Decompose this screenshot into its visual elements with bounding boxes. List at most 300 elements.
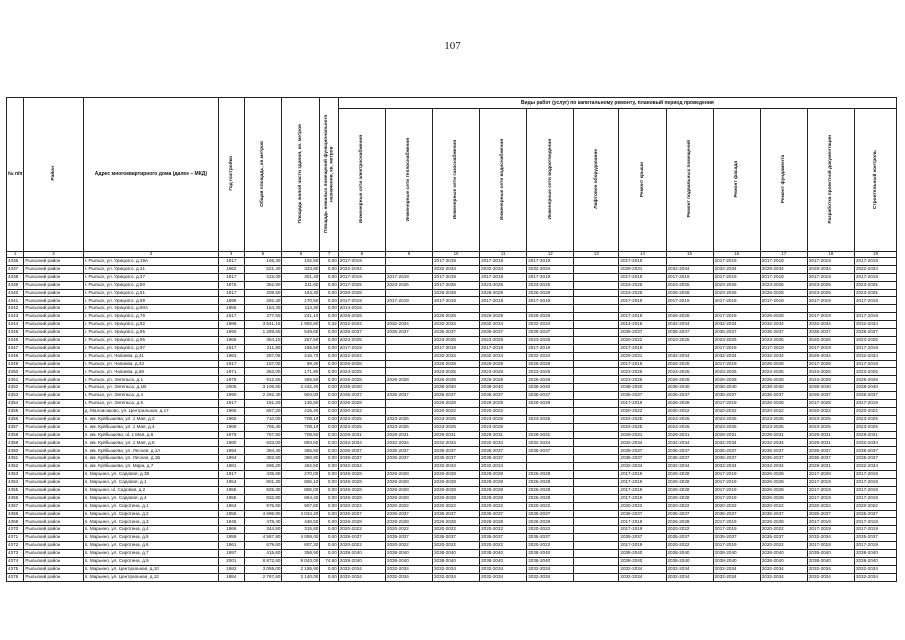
table-cell: 2026-2028 — [338, 400, 385, 408]
table-cell: 0,00 — [320, 510, 338, 518]
table-cell: 1961 — [218, 542, 244, 550]
table-cell: 4 587,80 — [244, 534, 282, 542]
table-cell: г. Рыльск, ул. Чапаева, д.41 — [83, 352, 218, 360]
table-cell: 2029-2031 — [480, 431, 527, 439]
table-row — [7, 542, 897, 550]
table-cell: 2032-2034 — [527, 321, 574, 329]
table-cell: 2023-2025 — [666, 336, 713, 344]
table-cell: 2023-2025 — [619, 376, 666, 384]
table-cell: 2035-2037 — [713, 534, 760, 542]
table-cell: 2032-2034 — [666, 352, 713, 360]
table-cell: 2038-2040 — [338, 557, 385, 565]
column-number: 19 — [854, 252, 896, 258]
table-cell: 2029-2034 — [760, 265, 807, 273]
table-cell: 2026-2028 — [433, 313, 480, 321]
table-cell: 2035-2037 — [480, 392, 527, 400]
column-number: 12 — [527, 252, 574, 258]
table-cell: 2026-2028 — [338, 518, 385, 526]
table-cell: 2020-2022 — [666, 526, 713, 534]
table-cell: 2038-2040 — [713, 557, 760, 565]
table-cell: 4366 — [7, 494, 24, 502]
table-cell: 2026-2028 — [338, 376, 385, 384]
table-cell: 2017-2019 — [760, 258, 807, 266]
table-cell — [574, 494, 619, 502]
table-cell — [807, 305, 854, 313]
table-cell: 2035-2037 — [338, 510, 385, 518]
table-cell: 74,60 — [320, 557, 338, 565]
table-cell: 2032-2034 — [619, 565, 666, 573]
column-number: 10 — [433, 252, 480, 258]
table-cell: 1917 — [218, 344, 244, 352]
table-cell: 2026-2028 — [666, 471, 713, 479]
table-cell: 2017-2019 — [619, 526, 666, 534]
table-cell: 2032-2034 — [338, 439, 385, 447]
table-cell: г. Рыльск, ул. Урицкого, д.41 — [83, 265, 218, 273]
table-cell: 2023-2025 — [854, 289, 896, 297]
header-total-area: Общая площадь, кв.метров — [244, 98, 282, 252]
table-cell: 0,00 — [320, 502, 338, 510]
table-cell: 2017-2019 — [619, 400, 666, 408]
table-cell: 2026-2028 — [480, 471, 527, 479]
table-cell — [666, 344, 713, 352]
table-cell: 2029-2031 — [807, 463, 854, 471]
table-cell: 2023-2025 — [619, 415, 666, 423]
table-cell: Рыльский район — [24, 281, 83, 289]
table-row — [7, 336, 897, 344]
table-cell: 181,20 — [244, 400, 282, 408]
table-cell: 2026-2028 — [338, 313, 385, 321]
table-cell: п. Марьино, ул. Сиротина, д.1 — [83, 502, 218, 510]
table-cell: 2035-2037 — [433, 534, 480, 542]
table-cell: 0,00 — [320, 297, 338, 305]
table-cell: 2023-2025 — [760, 336, 807, 344]
table-cell: 2032-2034 — [433, 573, 480, 581]
table-cell — [574, 455, 619, 463]
table-cell: 0,00 — [320, 265, 338, 273]
header-work-10: Ремонт фундамента — [760, 109, 807, 252]
table-cell: г. Рыльск, ул. Урицкого, д.60А — [83, 305, 218, 313]
table-row — [7, 423, 897, 431]
table-cell: 2020-2022 — [338, 502, 385, 510]
table-cell: Рыльский район — [24, 400, 83, 408]
table-cell: 2035-2037 — [713, 447, 760, 455]
table-cell — [385, 258, 432, 266]
table-cell: 2026-2028 — [385, 518, 432, 526]
table-cell: 2035-2037 — [760, 534, 807, 542]
table-cell — [385, 313, 432, 321]
table-cell: 2038-2040 — [433, 384, 480, 392]
table-cell: 2017-2019 — [713, 526, 760, 534]
table-cell: 0,00 — [320, 478, 338, 486]
table-cell: 358,90 — [282, 549, 320, 557]
table-cell: 2035-2037 — [760, 455, 807, 463]
table-cell: 2029-2031 — [807, 431, 854, 439]
table-cell: 2035-2037 — [527, 534, 574, 542]
table-cell: 2017-2019 — [807, 518, 854, 526]
table-cell: 1960 — [218, 415, 244, 423]
table-cell: п. Марьино, ул. Сиротина, д.4 — [83, 526, 218, 534]
table-cell: Рыльский район — [24, 305, 83, 313]
table-cell: 2035-2037 — [854, 329, 896, 337]
table-cell: д. Малоисаково, ул. Центральная, д.17 — [83, 407, 218, 415]
table-cell: 2005 — [218, 384, 244, 392]
table-cell: 2020-2022 — [433, 542, 480, 550]
table-cell: 912,50 — [244, 376, 282, 384]
header-district: Район — [24, 98, 83, 252]
table-cell: 2020-2022 — [807, 502, 854, 510]
table-cell: 1 992,80 — [282, 321, 320, 329]
table-cell: 2020-2022 — [527, 542, 574, 550]
header-work-11: Разработка проектной документации — [807, 109, 854, 252]
table-cell: 0,00 — [320, 542, 338, 550]
table-cell: 4345 — [7, 329, 24, 337]
table-cell: 2017-2019 — [854, 526, 896, 534]
table-cell: 708,50 — [282, 431, 320, 439]
table-cell: 2020-2022 — [480, 526, 527, 534]
table-cell: 2017-2025 — [433, 281, 480, 289]
table-cell: 865,10 — [282, 478, 320, 486]
table-cell: 2032-2034 — [619, 439, 666, 447]
table-cell: 415,40 — [282, 407, 320, 415]
table-cell: 2035-2037 — [666, 510, 713, 518]
table-cell: 2017-2019 — [527, 344, 574, 352]
table-cell — [527, 407, 574, 415]
table-cell — [574, 329, 619, 337]
table-cell: 2035-2037 — [760, 510, 807, 518]
table-cell: 2017-2019 — [854, 313, 896, 321]
table-cell: г. Рыльск, ул. Урицкого, д.51 — [83, 289, 218, 297]
table-cell — [760, 305, 807, 313]
table-cell: 4359 — [7, 439, 24, 447]
table-cell: 2032-2034 — [713, 565, 760, 573]
table-cell — [527, 423, 574, 431]
column-number: 2 — [24, 252, 83, 258]
column-number: 6 — [282, 252, 320, 258]
table-cell: 3 541,15 — [244, 321, 282, 329]
table-cell: 2017-2019 — [854, 542, 896, 550]
table-row — [7, 471, 897, 479]
column-number: 3 — [83, 252, 218, 258]
table-cell: Рыльский район — [24, 329, 83, 337]
table-cell: 2017-2019 — [480, 297, 527, 305]
table-cell: 2032-2034 — [760, 463, 807, 471]
table-cell: 2020-2022 — [433, 502, 480, 510]
table-cell: 2035-2037 — [480, 329, 527, 337]
table-cell: 2020-2022 — [619, 502, 666, 510]
table-cell: 350,90 — [282, 455, 320, 463]
table-cell: 2023-2025 — [480, 415, 527, 423]
table-cell: 2032-2034 — [854, 265, 896, 273]
table-cell: 216,70 — [282, 352, 320, 360]
table-cell: 2023-2025 — [619, 368, 666, 376]
table-cell — [574, 352, 619, 360]
header-work-8: Ремонт подвальных помещений — [666, 109, 713, 252]
table-cell: 208,50 — [244, 289, 282, 297]
table-cell: 2017-2019 — [619, 258, 666, 266]
table-cell: 114,30 — [282, 305, 320, 313]
table-cell — [574, 305, 619, 313]
table-cell: 2020-2025 — [807, 336, 854, 344]
table-cell: 1980 — [218, 439, 244, 447]
table-cell: 2026-2028 — [338, 289, 385, 297]
table-cell: 2035-2037 — [666, 455, 713, 463]
table-cell: 2023-2025 — [480, 336, 527, 344]
table-cell — [666, 258, 713, 266]
table-cell: 2032-2034 — [666, 463, 713, 471]
table-cell — [574, 281, 619, 289]
table-cell: 4346 — [7, 336, 24, 344]
table-cell: п. Марьино, ул. Центральная, д.12 — [83, 573, 218, 581]
table-cell: 0,00 — [320, 423, 338, 431]
table-cell: 1964 — [218, 502, 244, 510]
table-cell: 521,40 — [244, 265, 282, 273]
table-cell — [713, 305, 760, 313]
table-cell: 2035-2037 — [480, 510, 527, 518]
table-cell: 4374 — [7, 557, 24, 565]
table-cell: Рыльский район — [24, 313, 83, 321]
table-cell — [574, 313, 619, 321]
table-cell — [385, 360, 432, 368]
table-row — [7, 439, 897, 447]
table-cell: 4354 — [7, 400, 24, 408]
table-cell: 2023-2025 — [760, 415, 807, 423]
header-work-2: Инженерные сети теплоснабжения — [385, 109, 432, 252]
table-cell: 2026-2028 — [480, 376, 527, 384]
table-cell: 2020-2022 — [854, 502, 896, 510]
table-cell: 2023-2025 — [666, 415, 713, 423]
table-cell: 2026-2028 — [385, 471, 432, 479]
table-cell: 2026-2028 — [666, 360, 713, 368]
table-cell: 925,30 — [244, 486, 282, 494]
table-cell: 2020-2022 — [713, 407, 760, 415]
table-cell: 2026-2028 — [760, 518, 807, 526]
table-cell: 2026-2028 — [385, 494, 432, 502]
table-cell: 2023-2025 — [385, 415, 432, 423]
table-cell: 2035-2037 — [527, 510, 574, 518]
table-cell: 2029-2031 — [527, 431, 574, 439]
table-cell: 2 292,40 — [244, 392, 282, 400]
table-cell: 2017-2019 — [713, 486, 760, 494]
table-cell — [385, 344, 432, 352]
table-cell: 2017-2019 — [854, 400, 896, 408]
table-cell: 2038-2040 — [619, 557, 666, 565]
table-cell: Рыльский район — [24, 557, 83, 565]
table-cell: 2029-2031 — [713, 431, 760, 439]
table-cell: 2017-2019 — [338, 297, 385, 305]
table-cell: 2035-2037 — [619, 392, 666, 400]
header-living-area: Площадь жилой части здания, кв. метров — [282, 98, 320, 252]
table-cell: 2026-2028 — [433, 376, 480, 384]
table-cell — [574, 549, 619, 557]
table-cell: 2026-2028 — [433, 289, 480, 297]
table-cell: 2038-2040 — [666, 557, 713, 565]
table-cell: 4371 — [7, 534, 24, 542]
table-cell: Рыльский район — [24, 407, 83, 415]
table-cell: 2026-2028 — [338, 360, 385, 368]
table-cell: 2035-2037 — [713, 329, 760, 337]
table-cell: 2017-2019 — [854, 518, 896, 526]
table-cell: 1984 — [218, 573, 244, 581]
table-cell: 2017-2019 — [619, 478, 666, 486]
table-cell — [574, 478, 619, 486]
table-cell: 4355 — [7, 407, 24, 415]
table-cell: 2017-2019 — [760, 273, 807, 281]
table-cell: 2023-2025 — [619, 289, 666, 297]
table-cell: Рыльский район — [24, 463, 83, 471]
table-cell: 2038-2040 — [760, 549, 807, 557]
table-cell — [385, 289, 432, 297]
table-cell: 4373 — [7, 549, 24, 557]
table-row — [7, 455, 897, 463]
table-cell: 4338 — [7, 273, 24, 281]
table-cell: 0,00 — [320, 289, 338, 297]
table-cell: 2032-2034 — [433, 463, 480, 471]
table-cell: 2026-2028 — [713, 376, 760, 384]
table-cell: 1954 — [218, 478, 244, 486]
table-cell: Рыльский район — [24, 384, 83, 392]
table-cell: 2017-2019 — [854, 360, 896, 368]
table-row — [7, 297, 897, 305]
table-cell: Рыльский район — [24, 360, 83, 368]
table-cell — [385, 265, 432, 273]
table-cell: 2035-2037 — [385, 392, 432, 400]
table-cell: 2035-2037 — [619, 447, 666, 455]
table-cell: 2020-2022 — [527, 526, 574, 534]
table-row — [7, 281, 897, 289]
table-cell: 1994 — [218, 447, 244, 455]
header-work-6: Лифтовое оборудование — [574, 109, 619, 252]
table-cell: 0,00 — [320, 376, 338, 384]
table-cell: 1963 — [218, 352, 244, 360]
table-cell: Рыльский район — [24, 273, 83, 281]
table-cell: 2029-2034 — [807, 352, 854, 360]
table-cell: 2032-2034 — [854, 463, 896, 471]
table-cell: 165,50 — [282, 344, 320, 352]
table-cell — [574, 447, 619, 455]
table-cell: Рыльский район — [24, 573, 83, 581]
table-cell: 2017-2019 — [713, 478, 760, 486]
table-cell: 2026-2028 — [338, 478, 385, 486]
table-cell: 2017-2019 — [854, 471, 896, 479]
table-cell: 2035-2037 — [433, 447, 480, 455]
table-cell: 2035-2037 — [760, 329, 807, 337]
table-cell: 2035-2037 — [854, 392, 896, 400]
column-number: 14 — [619, 252, 666, 258]
table-cell: 2017-2019 — [854, 344, 896, 352]
header-nonresidential-area: Площадь нежилых помещений функционального назначения, кв. метров — [320, 98, 338, 252]
table-cell: 2017-2019 — [619, 486, 666, 494]
table-cell: 2038-2040 — [338, 384, 385, 392]
table-cell: 2017-2019 — [527, 258, 574, 266]
table-cell: г. Рыльск, ул. Чапаева, д.43 — [83, 360, 218, 368]
table-cell: 2020-2022 — [385, 526, 432, 534]
table-row — [7, 565, 897, 573]
table-cell: 2026-2028 — [433, 478, 480, 486]
table-cell: 2026-2028 — [527, 471, 574, 479]
table-cell: г. Рыльск, ул. Урицкого, д.79 — [83, 313, 218, 321]
table-cell: 2026-2028 — [527, 518, 574, 526]
table-cell: 2032-2034 — [480, 321, 527, 329]
table-cell: Рыльский район — [24, 423, 83, 431]
table-cell: Рыльский район — [24, 368, 83, 376]
table-cell: 4348 — [7, 352, 24, 360]
table-cell: 2017-2019 — [713, 518, 760, 526]
table-cell: 0,00 — [320, 400, 338, 408]
table-cell: 1917 — [218, 313, 244, 321]
table-row — [7, 376, 897, 384]
table-cell — [574, 273, 619, 281]
table-cell — [574, 439, 619, 447]
table-cell: 2017-2028 — [807, 400, 854, 408]
table-cell: 901,30 — [244, 478, 282, 486]
table-cell: 0,00 — [320, 518, 338, 526]
table-cell — [574, 297, 619, 305]
table-cell: 4336 — [7, 258, 24, 266]
table-cell: 2020-2022 — [338, 542, 385, 550]
table-cell: п. им. Куйбышева, ул. Лесная, д.1Б — [83, 455, 218, 463]
table-cell: 2017-2019 — [619, 297, 666, 305]
table-cell: 932,80 — [244, 494, 282, 502]
table-cell: 2026-2028 — [854, 376, 896, 384]
table-cell: 2032-2034 — [760, 321, 807, 329]
table-cell: 2017-2019 — [619, 313, 666, 321]
table-cell: 2017-2019 — [619, 494, 666, 502]
table-cell: 4364 — [7, 478, 24, 486]
table-cell: 2026-2028 — [527, 478, 574, 486]
table-cell: 4350 — [7, 368, 24, 376]
table-cell: 2017-2019 — [854, 486, 896, 494]
table-cell: 4 034,40 — [282, 510, 320, 518]
table-cell: 2035-2037 — [433, 392, 480, 400]
table-cell: 2026-2028 — [480, 360, 527, 368]
table-cell: 2017-2019 — [433, 258, 480, 266]
table-cell: 2017-2019 — [480, 344, 527, 352]
table-cell: 2014-2016 — [338, 305, 385, 313]
table-cell: 2026-2028 — [760, 289, 807, 297]
table-cell: 2032-2034 — [807, 321, 854, 329]
table-cell: 767,50 — [244, 431, 282, 439]
table-row — [7, 313, 897, 321]
table-cell: 1 289,60 — [244, 329, 282, 337]
table-cell: 2017-2019 — [713, 471, 760, 479]
table-cell: 2035-2037 — [760, 447, 807, 455]
table-cell: 154,40 — [244, 305, 282, 313]
table-cell — [574, 360, 619, 368]
table-cell: 2032-2034 — [527, 565, 574, 573]
table-cell: 4337 — [7, 265, 24, 273]
table-cell: п. Марьино, ul. Садовая, д.2 — [83, 486, 218, 494]
table-cell: 102,50 — [282, 258, 320, 266]
table-cell: 2023-2025 — [854, 281, 896, 289]
table-cell: 2023-2025 — [338, 423, 385, 431]
table-cell: 2017-2019 — [807, 542, 854, 550]
table-cell: 455,50 — [282, 376, 320, 384]
table-cell: 4351 — [7, 376, 24, 384]
table-cell — [574, 407, 619, 415]
table-cell: 4367 — [7, 502, 24, 510]
table-row — [7, 447, 897, 455]
table-cell: Рыльский район — [24, 510, 83, 518]
table-row — [7, 360, 897, 368]
table-cell: г. Рыльск, ул. Урицкого, д.82 — [83, 321, 218, 329]
table-cell — [574, 265, 619, 273]
table-cell: 4375 — [7, 565, 24, 573]
table-cell: 2017-2019 — [433, 344, 480, 352]
table-row — [7, 478, 897, 486]
table-cell: 2023-2025 — [713, 415, 760, 423]
table-cell: 166,30 — [244, 258, 282, 266]
table-cell: 2032-2034 — [480, 439, 527, 447]
